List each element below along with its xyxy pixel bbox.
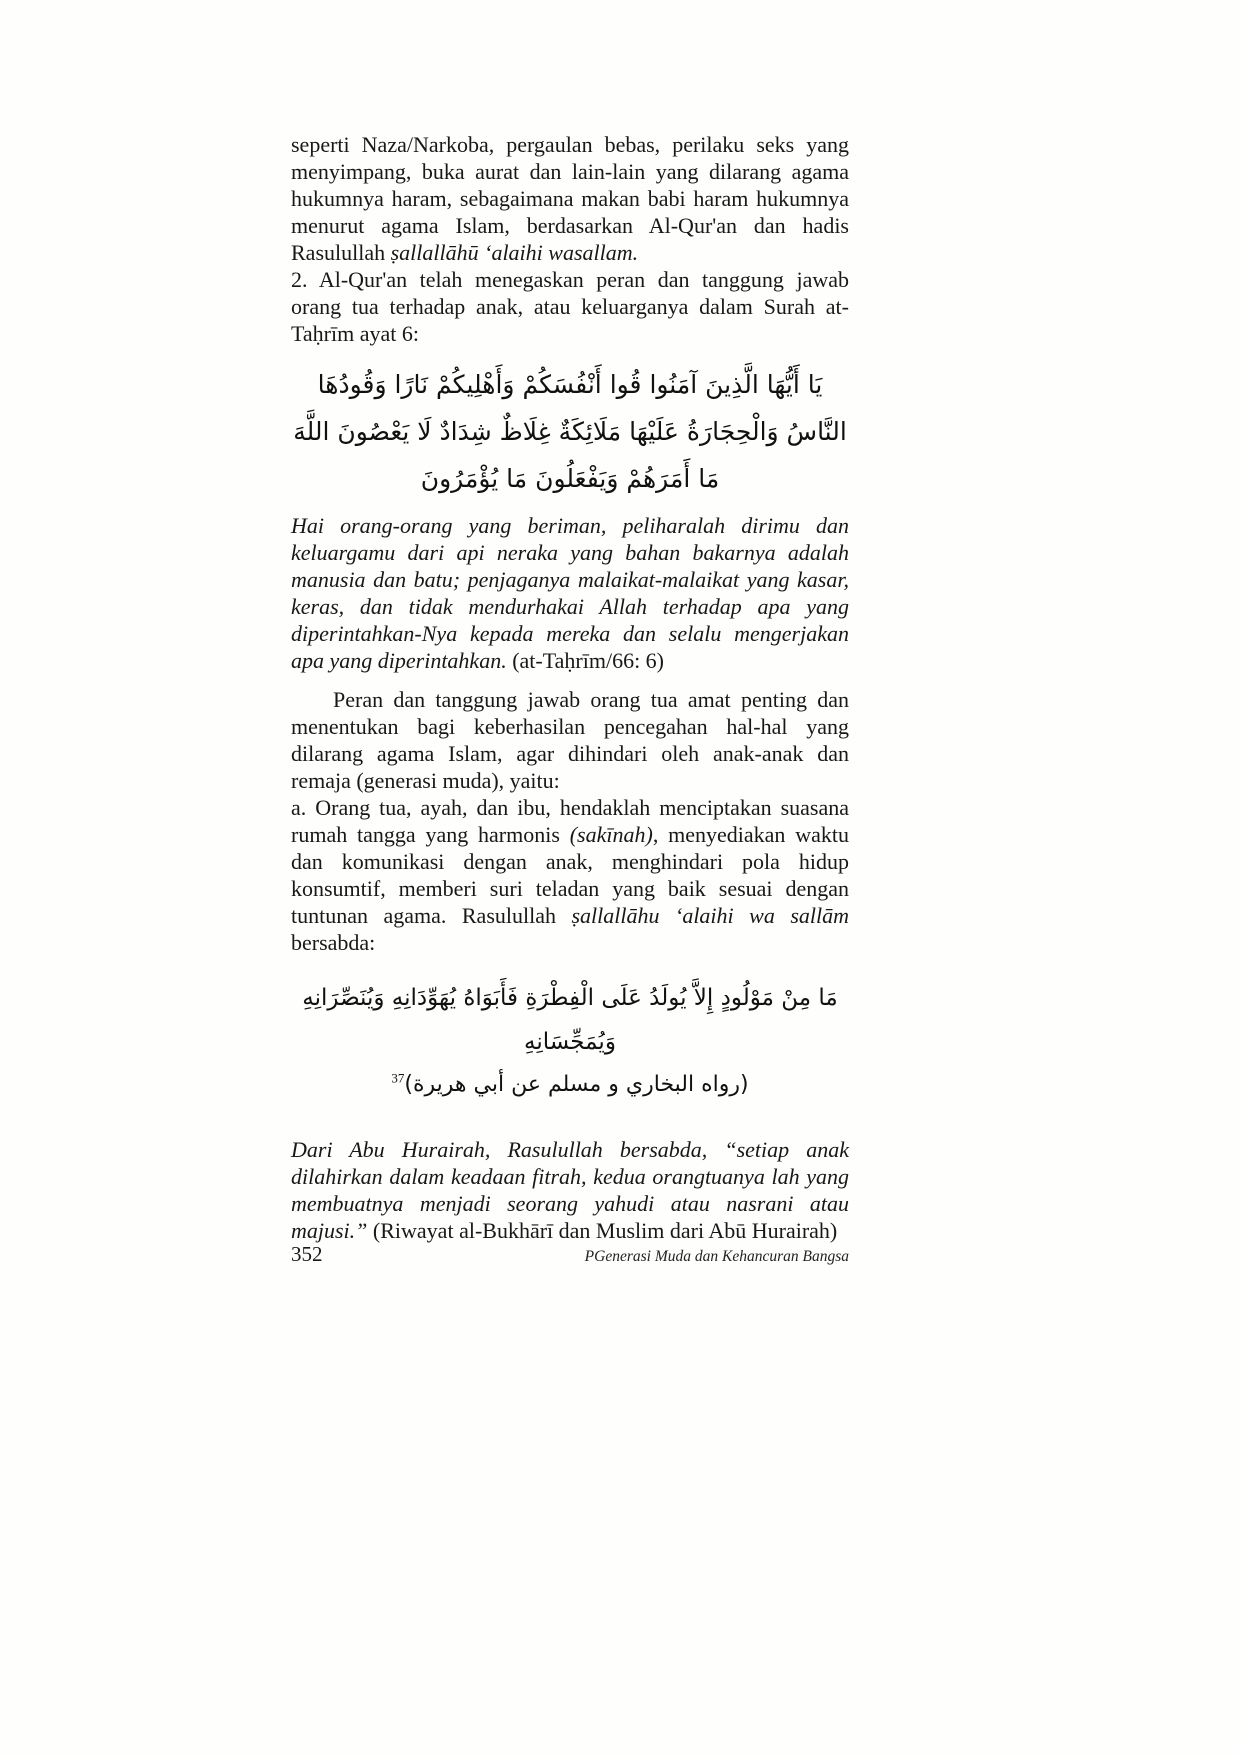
running-title: PGenerasi Muda dan Kehancuran Bangsa <box>584 1248 849 1265</box>
salawat-phrase-italic: ṣallallāhū ‘alaihi wasallam. <box>390 240 639 265</box>
verse-reference: (at-Taḥrīm/66: 6) <box>512 648 665 673</box>
hadith-arabic: مَا مِنْ مَوْلُودٍ إِلاَّ يُولَدُ عَلَى الْفِطْرَةِ فَأَبَوَاهُ يُهَوِّدَانِهِ وَيُنَصِّرَانِهِ وَيُمَجِّسَانِهِ <box>302 985 838 1055</box>
item-a-text-2: , menyediakan waktu dan komunikasi dengan anak, menghindari pola hidup konsumtif, memberi suri teladan yang baik sesuai dengan tuntunan agama. Rasulullah <box>291 822 849 928</box>
hadith-reference-arabic: (رواه البخاري و مسلم عن أبي هريرة) <box>404 1072 749 1097</box>
paragraph-point-2: 2. Al-Qur'an telah menegaskan peran dan tanggung jawab orang tua terhadap anak, atau keluarganya dalam Surah at-Taḥrīm ayat 6: <box>291 267 849 346</box>
hadith-translation-italic: Dari Abu Hurairah, Rasulullah bersabda, “setiap anak dilahirkan dalam keadaan fitrah, kedua orangtuanya lah yang membuatnya menjadi seorang yahudi atau nasrani atau majusi.” <box>291 1137 849 1243</box>
paragraph-intro-text: seperti Naza/Narkoba, pergaulan bebas, perilaku seks yang menyimpang, buka aurat dan lain-lain yang dilarang agama hukumnya haram, sebagaimana makan babi haram hukumnya menurut agama Islam, berdasarkan Al-Qur'an dan hadis Rasulullah <box>291 132 849 265</box>
paragraph-intro <box>291 131 849 266</box>
hadith-reference-line <box>291 1064 849 1106</box>
page-body <box>291 131 849 1244</box>
page-number: 352 <box>291 1242 323 1266</box>
item-a-text-1: a. Orang tua, ayah, dan ibu, hendaklah menciptakan suasana rumah tangga yang harmonis <box>291 795 849 847</box>
list-item-a <box>291 794 849 956</box>
page-footer <box>291 1242 849 1267</box>
hadith-translation <box>291 1136 849 1244</box>
item-a-text-3: bersabda: <box>291 930 376 955</box>
hadith-translation-reference: (Riwayat al-Bukhārī dan Muslim dari Abū Hurairah) <box>372 1218 838 1243</box>
verse-translation <box>291 512 849 674</box>
footnote-number: 37 <box>391 1070 405 1086</box>
verse-translation-italic: Hai orang-orang yang beriman, peliharalah dirimu dan keluargamu dari api neraka yang bahan bakarnya adalah manusia dan batu; penjaganya malaikat-malaikat yang kasar, keras, dan tidak mendurhakai Allah terhadap apa yang diperintahkan-Nya kepada mereka dan selalu mengerjakan apa yang diperintahkan. <box>291 513 849 673</box>
sakinah-term-italic: (sakīnah) <box>569 822 653 847</box>
quran-verse-arabic: يَا أَيُّهَا الَّذِينَ آمَنُوا قُوا أَنْفُسَكُمْ وَأَهْلِيكُمْ نَارًا وَقُودُهَا النَّاسُ وَالْحِجَارَةُ عَلَيْهَا مَلَائِكَةٌ غِلَاظٌ شِدَادٌ لَا يَعْصُونَ اللَّهَ مَا أَمَرَهُمْ وَيَفْعَلُونَ مَا يُؤْمَرُونَ <box>293 370 847 493</box>
salawat-phrase-italic-2: ṣallallāhu ‘alaihi wa sallām <box>571 903 849 928</box>
paragraph-peran: Peran dan tanggung jawab orang tua amat penting dan menentukan bagi keberhasilan pencegahan hal-hal yang dilarang agama Islam, agar dihindari oleh anak-anak dan remaja (generasi muda), yaitu: <box>291 687 849 793</box>
